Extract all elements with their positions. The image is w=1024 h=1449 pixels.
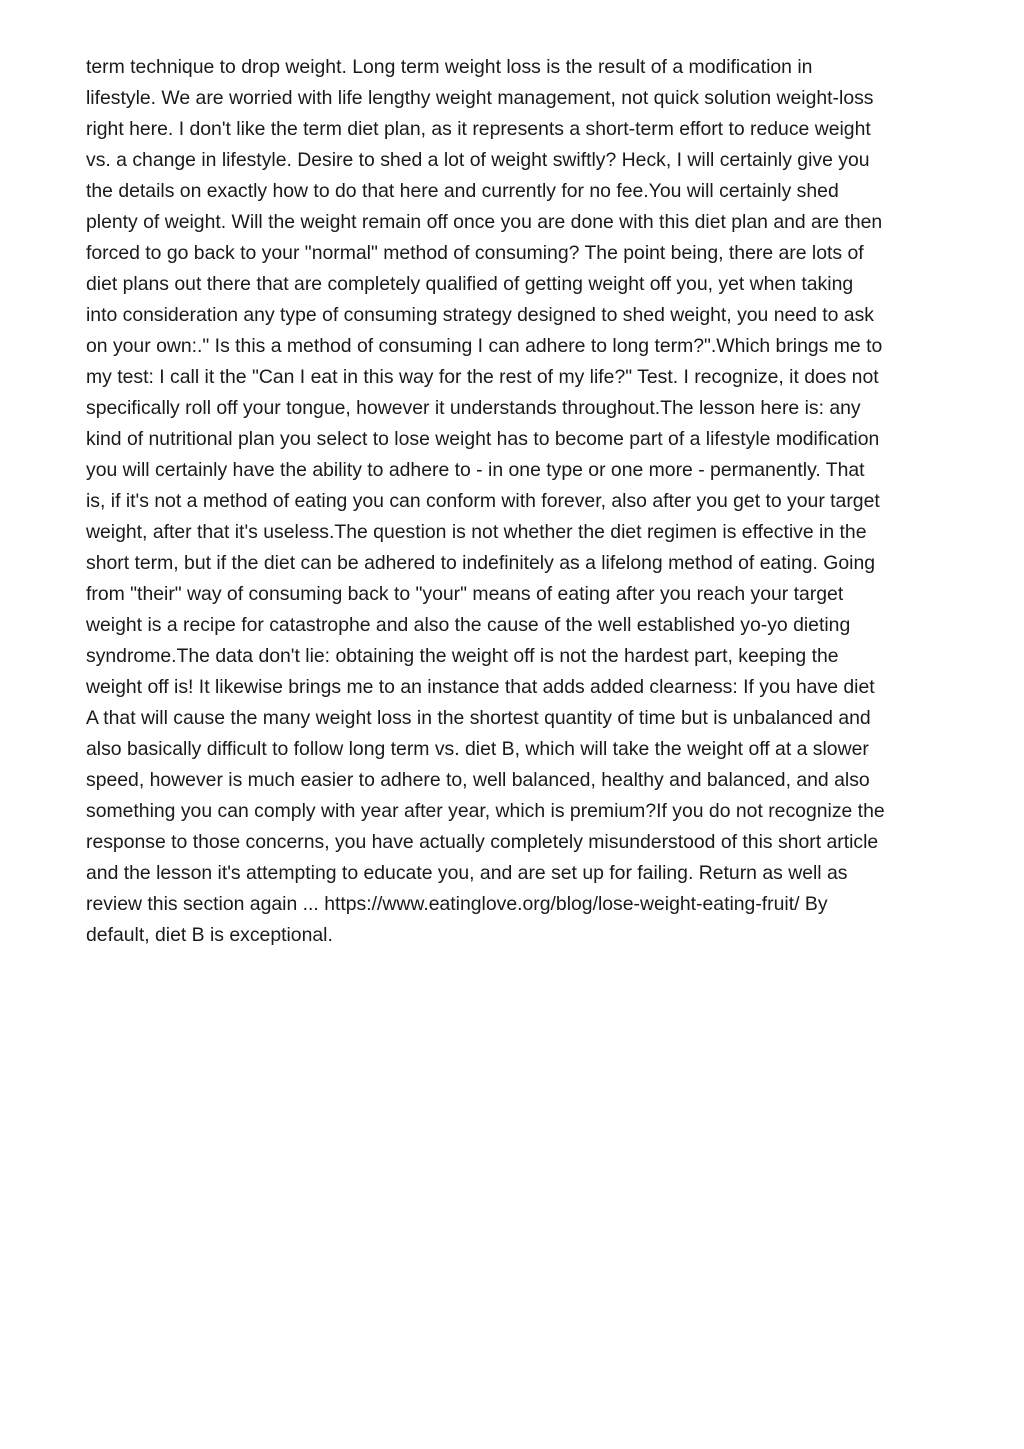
text-line: is, if it's not a method of eating you can conform with forever, also after you get to your target (86, 490, 880, 512)
text-line: something you can comply with year after year, which is premium?If you do not recognize the (86, 800, 885, 822)
text-line: weight is a recipe for catastrophe and also the cause of the well established yo-yo dieting (86, 614, 851, 636)
text-line: short term, but if the diet can be adhered to indefinitely as a lifelong method of eating. Going (86, 552, 876, 574)
text-line: you will certainly have the ability to adhere to - in one type or one more - permanently. That (86, 459, 865, 481)
text-line: also basically difficult to follow long term vs. diet B, which will take the weight off at a slower (86, 738, 869, 760)
text-line: default, diet B is exceptional. (86, 924, 333, 946)
text-line: and the lesson it's attempting to educate you, and are set up for failing. Return as well as (86, 862, 848, 884)
text-line: my test: I call it the "Can I eat in this way for the rest of my life?" Test. I recognize, it does not (86, 366, 879, 388)
body-paragraph (86, 52, 946, 951)
text-line: term technique to drop weight. Long term weight loss is the result of a modification in (86, 56, 813, 78)
text-line: speed, however is much easier to adhere to, well balanced, healthy and balanced, and also (86, 769, 870, 791)
text-line: syndrome.The data don't lie: obtaining the weight off is not the hardest part, keeping the (86, 645, 839, 667)
text-line: weight off is! It likewise brings me to an instance that adds added clearness: If you have diet (86, 676, 875, 698)
text-line: right here. I don't like the term diet plan, as it represents a short-term effort to reduce weight (86, 118, 871, 140)
text-line: weight, after that it's useless.The question is not whether the diet regimen is effective in the (86, 521, 867, 543)
text-line: specifically roll off your tongue, however it understands throughout.The lesson here is: any (86, 397, 861, 419)
text-line: response to those concerns, you have actually completely misunderstood of this short article (86, 831, 879, 853)
text-line: A that will cause the many weight loss in the shortest quantity of time but is unbalanced and (86, 707, 871, 729)
text-line: into consideration any type of consuming strategy designed to shed weight, you need to ask (86, 304, 874, 326)
text-line: the details on exactly how to do that here and currently for no fee.You will certainly shed (86, 180, 839, 202)
text-line: plenty of weight. Will the weight remain off once you are done with this diet plan and are then (86, 211, 883, 233)
text-line: review this section again ... https://www.eatinglove.org/blog/lose-weight-eating-fruit/ By (86, 893, 828, 915)
text-line: from "their" way of consuming back to "your" means of eating after you reach your target (86, 583, 844, 605)
text-line: forced to go back to your "normal" method of consuming? The point being, there are lots of (86, 242, 864, 264)
text-line: lifestyle. We are worried with life lengthy weight management, not quick solution weight-loss (86, 87, 874, 109)
text-line: diet plans out there that are completely qualified of getting weight off you, yet when taking (86, 273, 854, 295)
text-line: vs. a change in lifestyle. Desire to shed a lot of weight swiftly? Heck, I will certainly give you (86, 149, 870, 171)
text-line: on your own:." Is this a method of consuming I can adhere to long term?".Which brings me to (86, 335, 883, 357)
text-line: kind of nutritional plan you select to lose weight has to become part of a lifestyle modification (86, 428, 880, 450)
